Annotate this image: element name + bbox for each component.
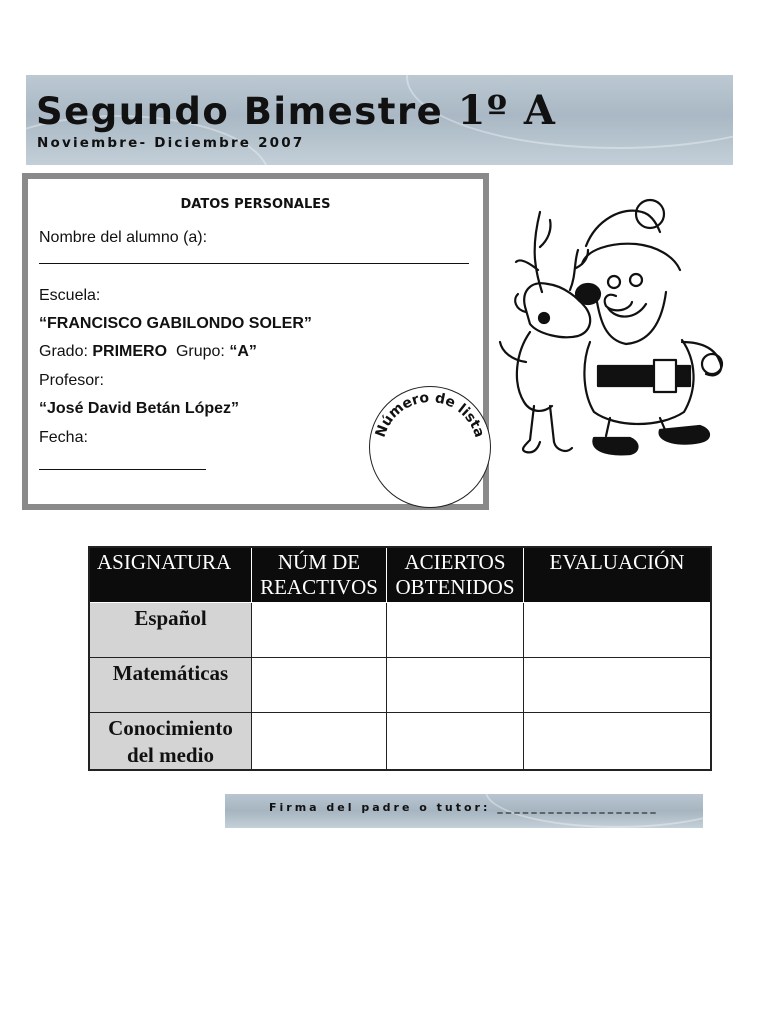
- title-text: Segundo Bimestre: [36, 90, 444, 133]
- reindeer-antler: [516, 212, 551, 292]
- page-subtitle: Noviembre- Diciembre 2007: [37, 135, 305, 151]
- reindeer-body: [517, 332, 552, 411]
- santa-eye: [608, 276, 620, 288]
- group-value: “A”: [229, 343, 257, 360]
- grade-label: Grado:: [39, 343, 88, 360]
- school-value: [39, 315, 312, 333]
- teacher-value: [39, 400, 239, 418]
- reactivos-cell[interactable]: [252, 713, 387, 771]
- subject-espanol: Español: [89, 603, 252, 658]
- header-num-reactivos: NÚM DE REACTIVOS: [252, 547, 387, 603]
- signature-banner: [225, 794, 703, 828]
- subject-matematicas: Matemáticas: [89, 658, 252, 713]
- evaluacion-cell[interactable]: [524, 658, 712, 713]
- table-row: [89, 658, 711, 713]
- table-row: [89, 603, 711, 658]
- evaluacion-cell[interactable]: [524, 713, 712, 771]
- evaluacion-cell[interactable]: [524, 603, 712, 658]
- grade-value: PRIMERO: [92, 343, 168, 360]
- grades-table: [88, 546, 712, 771]
- reindeer-eye: [539, 313, 549, 323]
- teacher-name: “José David Betán López”: [39, 400, 240, 417]
- date-label: Fecha:: [39, 429, 88, 446]
- santa-boot: [660, 426, 709, 444]
- group-label: Grupo:: [175, 343, 225, 360]
- header-aciertos: ACIERTOS OBTENIDOS: [387, 547, 524, 603]
- list-number-label: [373, 390, 488, 440]
- subject-conocimiento: Conocimiento del medio: [89, 713, 252, 771]
- reactivos-cell[interactable]: [252, 658, 387, 713]
- grade-group-line: [39, 343, 257, 361]
- teacher-label: Profesor:: [39, 372, 104, 389]
- santa-glove: [702, 354, 722, 374]
- santa-hat-pompom: [636, 200, 664, 228]
- page-title: [36, 87, 556, 134]
- date-line[interactable]: [39, 469, 206, 470]
- reindeer-leg: [550, 406, 572, 451]
- santa-eye: [630, 274, 642, 286]
- aciertos-cell[interactable]: [387, 713, 524, 771]
- school-name: “FRANCISCO GABILONDO SOLER”: [39, 315, 312, 332]
- santa-hat-brim: [582, 244, 680, 270]
- reactivos-cell[interactable]: [252, 603, 387, 658]
- student-name-line[interactable]: [39, 263, 469, 264]
- header-asignatura: ASIGNATURA: [89, 547, 252, 603]
- santa-boot: [593, 438, 637, 454]
- header-evaluacion: EVALUACIÓN: [524, 547, 712, 603]
- santa-reindeer-illustration: [490, 192, 740, 464]
- school-label: Escuela:: [39, 287, 101, 304]
- personal-data-heading: DATOS PERSONALES: [180, 197, 331, 212]
- reindeer-leg: [523, 406, 540, 452]
- list-number-circle[interactable]: [369, 386, 491, 508]
- aciertos-cell[interactable]: [387, 603, 524, 658]
- table-row: [89, 713, 711, 771]
- santa-buckle: [654, 360, 676, 392]
- title-grade: 1º A: [457, 87, 557, 134]
- aciertos-cell[interactable]: [387, 658, 524, 713]
- student-name-label: Nombre del alumno (a):: [39, 229, 208, 246]
- list-number-svg: [370, 387, 490, 507]
- list-number-text: Número de lista: [372, 389, 488, 440]
- table-header-row: [89, 547, 711, 603]
- santa-beard: [596, 292, 666, 344]
- header-banner: [26, 75, 733, 165]
- signature-label[interactable]: Firma del padre o tutor: ___________________: [269, 801, 659, 814]
